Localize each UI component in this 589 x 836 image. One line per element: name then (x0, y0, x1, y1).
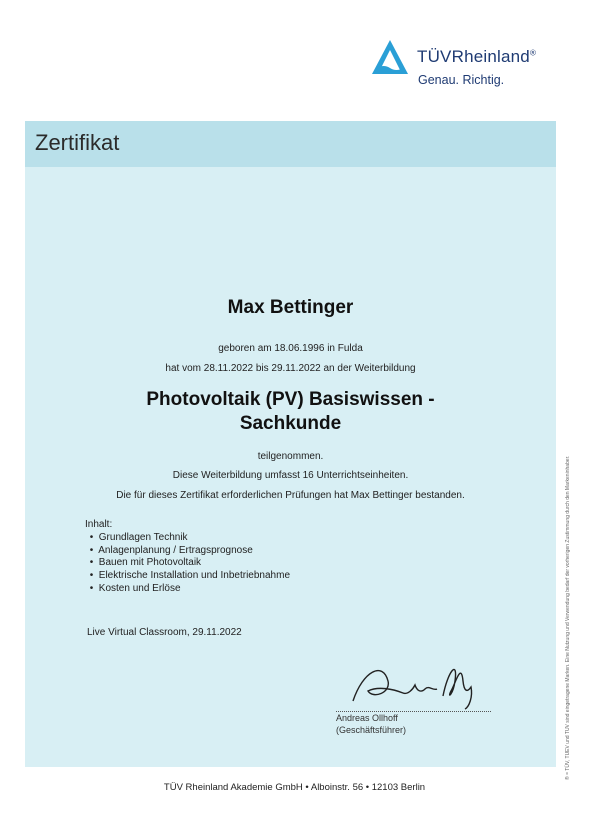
bullet-icon: • (89, 531, 94, 543)
list-item-text: Elektrische Installation und Inbetriebnahme (98, 570, 291, 582)
certificate-title: Zertifikat (35, 130, 120, 155)
brand-text: TÜVRheinland (417, 47, 530, 66)
brand-slogan: Genau. Richtig. (418, 73, 505, 87)
list-item (85, 570, 290, 583)
course-title-line2: Sachkunde (239, 413, 342, 434)
contents-list (85, 532, 290, 596)
list-item (85, 557, 290, 570)
units-text: Diese Weiterbildung umfasst 16 Unterrichtseinheiten. (172, 470, 409, 481)
course-title-line1: Photovoltaik (PV) Basiswissen - (146, 389, 435, 410)
certificate-panel (25, 121, 556, 767)
bullet-icon: • (89, 557, 94, 569)
course-title (25, 388, 556, 436)
brand-name (417, 47, 536, 67)
list-item-text: Kosten und Erlöse (98, 582, 181, 594)
contents-label: Inhalt: (85, 519, 113, 530)
tuv-logo (370, 38, 570, 94)
registered-mark: ® (529, 48, 537, 58)
birth-info: geboren am 18.06.1996 in Fulda (218, 343, 363, 354)
list-item-text: Grundlagen Technik (98, 531, 188, 543)
training-period: hat vom 28.11.2022 bis 29.11.2022 an der Weiterbildung (165, 363, 416, 374)
bullet-icon: • (89, 582, 94, 594)
participation-text: teilgenommen. (257, 451, 324, 462)
signature-image (343, 651, 493, 711)
exam-text: Die für dieses Zertifikat erforderlichen Prüfungen hat Max Bettinger bestanden. (116, 490, 465, 501)
certificate-header (25, 121, 556, 167)
bullet-icon: • (89, 570, 94, 582)
list-item-text: Bauen mit Photovoltaik (98, 557, 202, 569)
list-item (85, 545, 290, 558)
recipient-name: Max Bettinger (227, 297, 354, 318)
footer-address: TÜV Rheinland Akademie GmbH • Alboinstr. 56 • 12103 Berlin (163, 782, 426, 793)
signer-name: Andreas Ollhoff (336, 713, 398, 723)
list-item-text: Anlagenplanung / Ertragsprognose (98, 544, 253, 556)
bullet-icon: • (89, 544, 94, 556)
place-date: Live Virtual Classroom, 29.11.2022 (87, 627, 242, 638)
list-item (85, 583, 290, 596)
signer-role: (Geschäftsführer) (336, 725, 407, 735)
list-item (85, 532, 290, 545)
signature-line (336, 711, 491, 712)
contents-section (85, 519, 290, 596)
tuv-triangle-icon (370, 38, 410, 78)
side-legal-note: ® = TÜV, TUEV und TUV sind eingetragene Marken. Eine Nutzung und Verwendung bedarf der vorherigen Zustimmung durch den Markeninhaber. (565, 455, 571, 780)
